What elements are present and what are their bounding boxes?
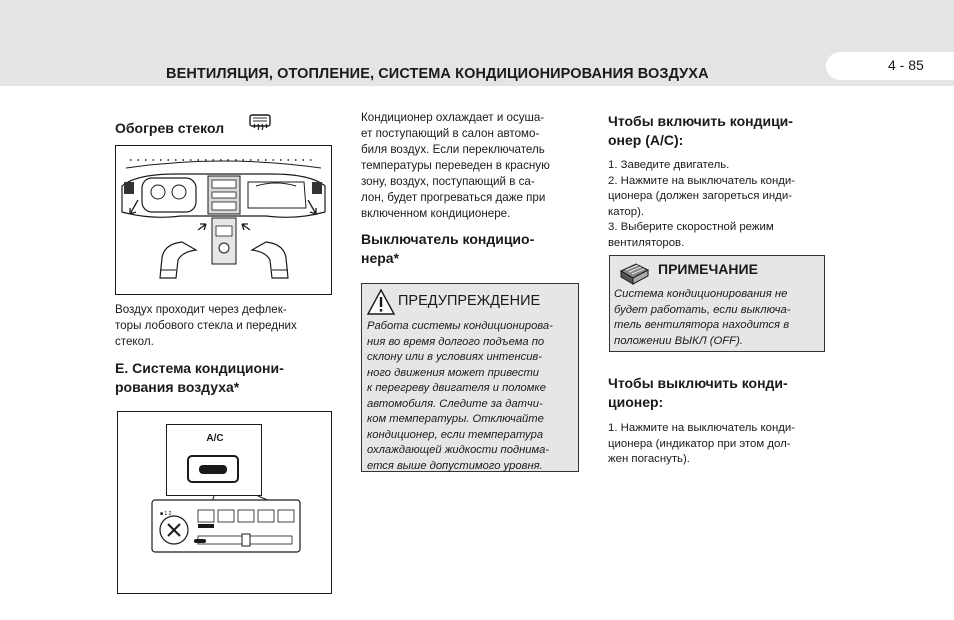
defrost-heading: Обогрев стекол [115,120,225,136]
svg-text:■ 1 2: ■ 1 2 [160,511,172,517]
rear-defrost-icon [248,114,272,132]
ac-on-steps: 1. Заведите двигатель. 2. Нажмите на выключатель конди- ционера (должен загореться инди- катор). 3. Выберите скоростной режим вентиляторов. [608,159,796,249]
page-number: 4 - 85 [888,57,924,73]
warning-title: ПРЕДУПРЕЖДЕНИЕ [398,293,541,309]
ac-system-heading: Е. Система кондициони- рования воздуха* [115,360,284,395]
ac-switch-illustration [117,411,332,594]
ac-off-heading: Чтобы выключить конди- ционер: [608,375,788,410]
warning-box [361,283,579,472]
section-title: ВЕНТИЛЯЦИЯ, ОТОПЛЕНИЕ, СИСТЕМА КОНДИЦИОНИРОВАНИЯ ВОЗДУХА [166,66,709,82]
note-box [609,255,825,352]
note-icon [618,261,650,287]
ac-intro-paragraph: Кондиционер охлаждает и осуша- ет поступающий в салон автомо- биля воздух. Если переключатель температуры переведен в красную зону, воздух, поступающий в са- лон, будет прогреваться даже при включенном кондиционере. [361,111,550,220]
ac-on-heading: Чтобы включить кондици- онер (A/C): [608,113,793,148]
warning-text: Работа системы кондиционирова- ния во время долгого подъема по склону или в условиях интенсив- ного движения может привести к перегреву двигателя и поломке автомобиля. Следите за датчи- ком температуры. Отключайте кондиционер, если температура охлаждающей жидкости поднима- ется выше допустимого уровня. [367,320,553,472]
defrost-description: Воздух проходит через дефлек- торы лобового стекла и передних стекол. [115,303,297,348]
ac-button-label: A/C [206,433,224,444]
ac-switch-heading: Выключатель кондицио- нера* [361,231,535,266]
dashboard-airflow-illustration [115,145,332,295]
note-title: ПРИМЕЧАНИЕ [658,261,758,277]
warning-icon [367,288,395,316]
note-text: Система кондиционирования не будет работать, если выключа- тель вентилятора находится в положении ВЫКЛ (OFF). [614,288,791,347]
ac-off-steps: 1. Нажмите на выключатель конди- ционера (индикатор при этом дол- жен погаснуть). [608,422,796,465]
